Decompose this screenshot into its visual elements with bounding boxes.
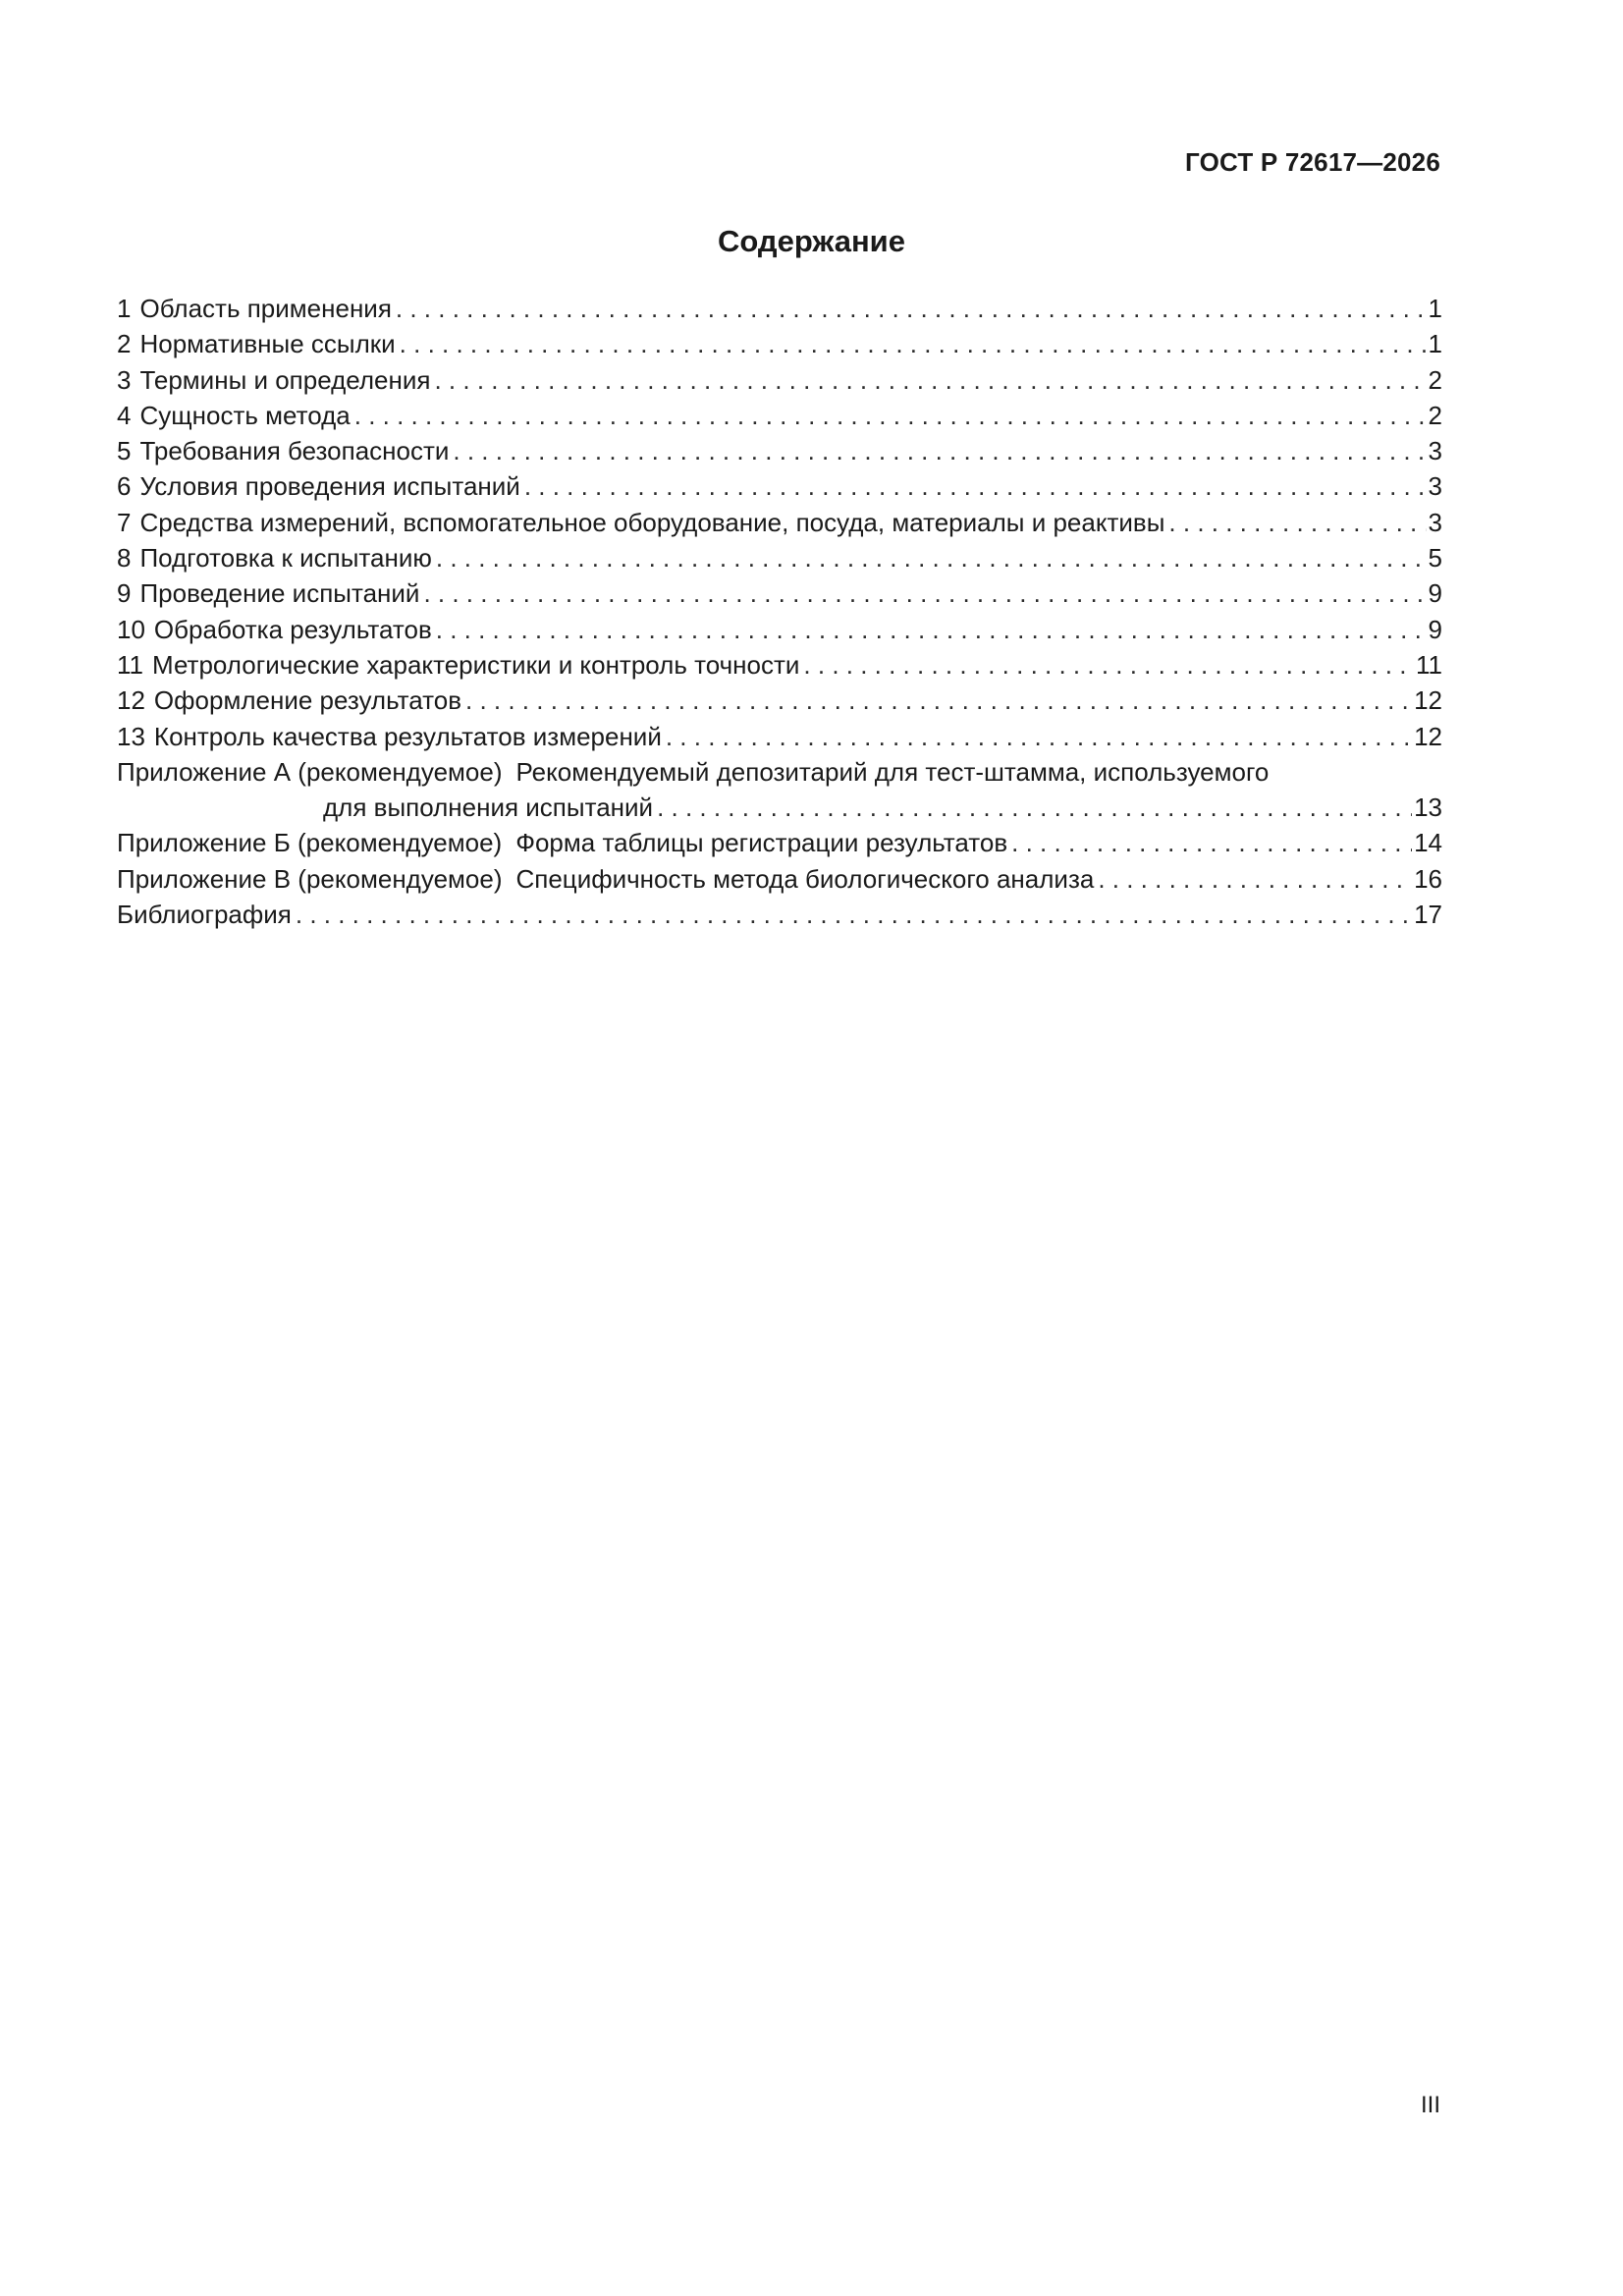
toc-entry-page: 12 bbox=[1414, 685, 1442, 716]
toc-entry-label: Сущность метода bbox=[139, 400, 351, 430]
toc-entry-page: 1 bbox=[1428, 329, 1442, 359]
toc-leader-dots bbox=[666, 719, 1412, 754]
toc-entry-12[interactable] bbox=[117, 683, 1442, 718]
toc-entry-number: 10 bbox=[117, 614, 145, 644]
toc-entry-number: 13 bbox=[117, 721, 145, 751]
toc-appendix-prefix: Приложение Б (рекомендуемое) bbox=[117, 828, 503, 858]
toc-leader-dots bbox=[436, 612, 1427, 647]
toc-entry-label: Требования безопасности bbox=[139, 436, 450, 466]
toc-entry-11[interactable] bbox=[117, 647, 1442, 683]
toc-entry-label: Проведение испытаний bbox=[139, 578, 420, 609]
toc-appendix-a[interactable] bbox=[117, 754, 1442, 790]
toc-appendix-label-continued: для выполнения испытаний bbox=[323, 793, 654, 823]
toc-entry-page: 3 bbox=[1428, 471, 1442, 502]
document-code: ГОСТ Р 72617—2026 bbox=[1185, 147, 1440, 177]
toc-entry-label: Метрологические характеристики и контроль точности bbox=[152, 649, 800, 680]
toc-entry-page: 11 bbox=[1416, 649, 1442, 680]
toc-entry-page: 9 bbox=[1428, 614, 1442, 644]
toc-title: Содержание bbox=[718, 224, 905, 258]
toc-entry-number: 8 bbox=[117, 543, 132, 574]
toc-entry-10[interactable] bbox=[117, 612, 1442, 647]
toc-entry-label: Контроль качества результатов измерений bbox=[153, 721, 662, 751]
toc-bibliography-label: Библиография bbox=[117, 900, 292, 930]
toc-leader-dots bbox=[465, 683, 1412, 718]
toc-leader-dots bbox=[354, 398, 1427, 433]
page-number: III bbox=[1420, 2092, 1440, 2118]
toc-appendix-b[interactable] bbox=[117, 825, 1442, 860]
toc-entry-page: 2 bbox=[1428, 400, 1442, 430]
toc-entry-number: 12 bbox=[117, 685, 145, 716]
toc-entry-page: 1 bbox=[1428, 294, 1442, 323]
toc-entry-number: 7 bbox=[117, 507, 132, 537]
toc-entry-number: 3 bbox=[117, 364, 132, 395]
toc-entry-label: Условия проведения испытаний bbox=[139, 471, 520, 502]
toc-entry-1[interactable] bbox=[117, 291, 1442, 326]
toc-entry-page: 2 bbox=[1428, 364, 1442, 395]
toc-appendix-prefix: Приложение А (рекомендуемое) bbox=[117, 756, 503, 787]
toc-entry-label: Нормативные ссылки bbox=[139, 329, 396, 359]
toc-leader-dots bbox=[524, 468, 1427, 504]
toc-entry-page: 9 bbox=[1428, 578, 1442, 609]
toc-leader-dots bbox=[453, 433, 1426, 468]
toc-entry-13[interactable] bbox=[117, 719, 1442, 754]
toc-entry-7[interactable] bbox=[117, 505, 1442, 540]
toc-leader-dots bbox=[1011, 825, 1412, 860]
toc-entry-9[interactable] bbox=[117, 575, 1442, 611]
toc-entry-page: 12 bbox=[1414, 721, 1442, 751]
toc-entry-2[interactable] bbox=[117, 326, 1442, 361]
toc-entry-label: Термины и определения bbox=[139, 364, 431, 395]
toc-leader-dots bbox=[1168, 505, 1426, 540]
toc-entry-page: 3 bbox=[1428, 507, 1442, 537]
toc-entry-number: 6 bbox=[117, 471, 132, 502]
toc-appendix-label: Специфичность метода биологического анализа bbox=[515, 863, 1095, 894]
toc-leader-dots bbox=[296, 897, 1412, 932]
toc-entry-6[interactable] bbox=[117, 468, 1442, 504]
table-of-contents bbox=[117, 291, 1442, 932]
toc-entry-4[interactable] bbox=[117, 398, 1442, 433]
toc-leader-dots bbox=[436, 540, 1427, 575]
toc-entry-page: 13 bbox=[1414, 793, 1442, 823]
toc-entry-number: 11 bbox=[117, 649, 143, 680]
toc-appendix-label: Рекомендуемый депозитарий для тест-штамма, используемого bbox=[515, 756, 1270, 787]
toc-entry-8[interactable] bbox=[117, 540, 1442, 575]
toc-entry-label: Область применения bbox=[139, 294, 392, 323]
toc-entry-label: Обработка результатов bbox=[153, 614, 432, 644]
toc-entry-page: 16 bbox=[1414, 863, 1442, 894]
toc-bibliography[interactable] bbox=[117, 897, 1442, 932]
toc-entry-number: 9 bbox=[117, 578, 132, 609]
toc-leader-dots bbox=[396, 291, 1427, 326]
toc-entry-3[interactable] bbox=[117, 362, 1442, 398]
toc-appendix-label: Форма таблицы регистрации результатов bbox=[515, 828, 1008, 858]
toc-leader-dots bbox=[803, 647, 1414, 683]
toc-entry-label: Подготовка к испытанию bbox=[139, 543, 432, 574]
toc-entry-page: 17 bbox=[1414, 900, 1442, 930]
toc-entry-page: 3 bbox=[1428, 436, 1442, 466]
toc-leader-dots bbox=[657, 790, 1412, 825]
toc-appendix-a-continued[interactable] bbox=[117, 790, 1442, 825]
toc-entry-5[interactable] bbox=[117, 433, 1442, 468]
toc-entry-page: 14 bbox=[1414, 828, 1442, 858]
toc-leader-dots bbox=[400, 326, 1427, 361]
toc-entry-label: Оформление результатов bbox=[153, 685, 462, 716]
toc-entry-number: 4 bbox=[117, 400, 132, 430]
toc-leader-dots bbox=[1098, 861, 1412, 897]
toc-appendix-prefix: Приложение В (рекомендуемое) bbox=[117, 863, 503, 894]
toc-entry-label: Средства измерений, вспомогательное оборудование, посуда, материалы и реактивы bbox=[139, 507, 1165, 537]
toc-entry-number: 2 bbox=[117, 329, 132, 359]
toc-leader-dots bbox=[434, 362, 1426, 398]
toc-leader-dots bbox=[423, 575, 1426, 611]
toc-appendix-v[interactable] bbox=[117, 861, 1442, 897]
toc-entry-number: 1 bbox=[117, 294, 132, 323]
toc-entry-number: 5 bbox=[117, 436, 132, 466]
toc-entry-page: 5 bbox=[1428, 543, 1442, 574]
